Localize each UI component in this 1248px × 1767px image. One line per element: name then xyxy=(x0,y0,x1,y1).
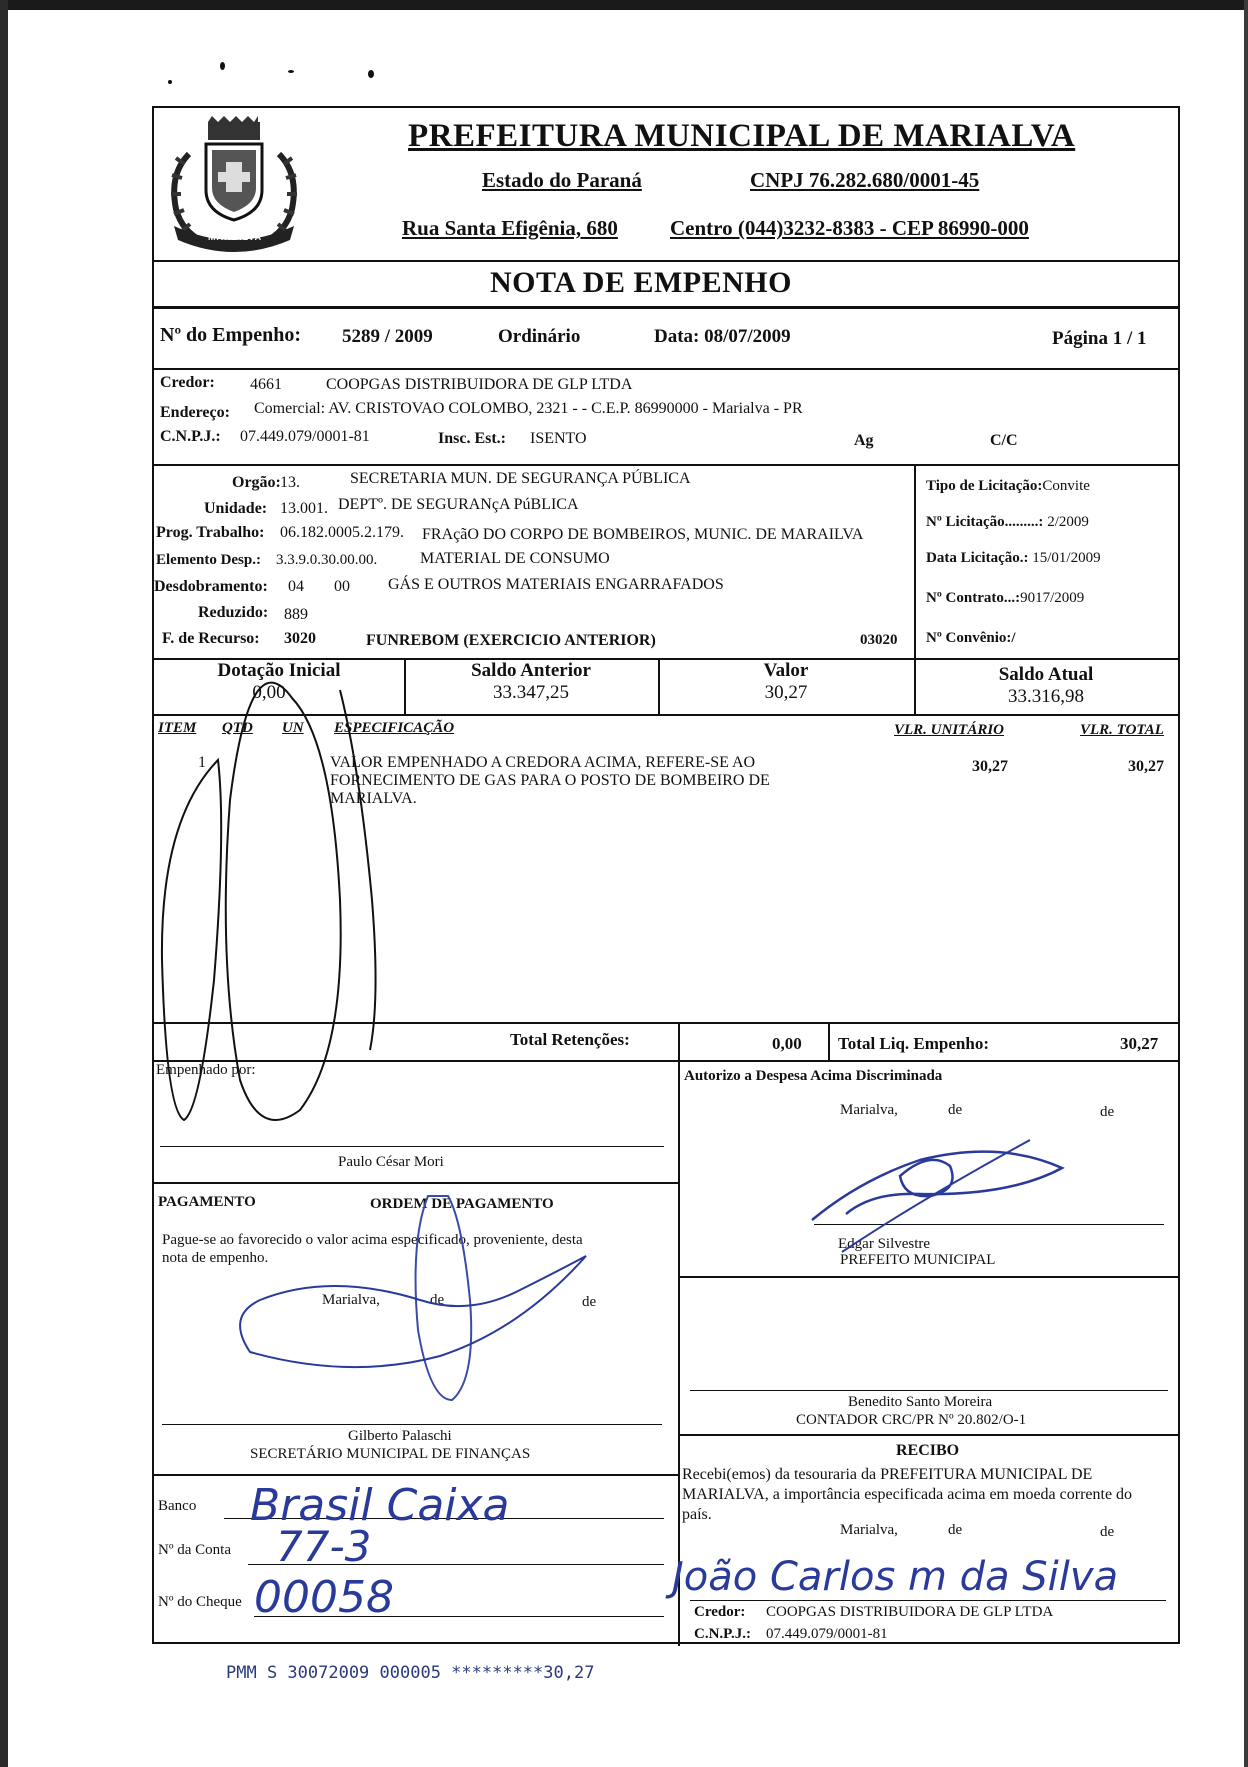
pagamento-text-line2: nota de empenho. xyxy=(162,1250,269,1266)
tipo-licitacao-value: Convite xyxy=(1042,478,1090,494)
recibo-signature: João Carlos m da Silva xyxy=(672,1554,1119,1600)
desdobramento-label: Desdobramento: xyxy=(154,578,268,595)
pagamento-place: Marialva, xyxy=(322,1292,380,1308)
prefeito-role: PREFEITO MUNICIPAL xyxy=(840,1252,996,1268)
contador-role: CONTADOR CRC/PR Nº 20.802/O-1 xyxy=(796,1412,1027,1428)
contrato-label: Nº Contrato...: xyxy=(926,590,1021,606)
banco-label: Banco xyxy=(158,1498,197,1514)
prefeitura-cnpj: CNPJ 76.282.680/0001-45 xyxy=(750,168,980,192)
conta-label: Nº da Conta xyxy=(158,1542,231,1558)
doc-title: NOTA DE EMPENHO xyxy=(490,266,792,299)
recibo-text-line1: Recebi(emos) da tesouraria da PREFEITURA MUNICIPAL DE xyxy=(682,1466,1093,1483)
banco-handwritten: Brasil Caixa xyxy=(250,1480,510,1531)
valor-label: Valor xyxy=(763,660,809,681)
item-desc-line2: FORNECIMENTO DE GAS PARA O POSTO DE BOMBEIRO DE xyxy=(330,772,770,789)
col-vlr-unitario: VLR. UNITÁRIO xyxy=(894,722,1005,738)
total-liquido-label: Total Liq. Empenho: xyxy=(838,1034,989,1053)
prefeitura-address: Rua Santa Efigênia, 680 xyxy=(402,216,618,240)
recurso-label: F. de Recurso: xyxy=(162,630,260,647)
saldo-anterior-label: Saldo Anterior xyxy=(471,660,591,681)
col-un: UN xyxy=(282,720,304,736)
empenhado-name: Paulo César Mori xyxy=(338,1154,444,1170)
credor-cnpj-label: C.N.P.J.: xyxy=(160,428,221,445)
autorizo-place: Marialva, xyxy=(840,1102,898,1118)
data-licitacao-label: Data Licitação.: xyxy=(926,550,1029,566)
prefeito-name: Edgar Silvestre xyxy=(838,1236,931,1252)
conta-corrente-label: C/C xyxy=(990,432,1018,449)
desdobramento-a: 04 xyxy=(288,578,304,595)
unidade-code: 13.001. xyxy=(280,500,328,517)
credor-label: Credor: xyxy=(160,374,215,391)
conta-handwritten: 77-3 xyxy=(276,1522,372,1571)
col-especificacao: ESPECIFICAÇÃO xyxy=(334,720,455,736)
reduzido-label: Reduzido: xyxy=(198,604,269,621)
insc-label: Insc. Est.: xyxy=(438,430,507,447)
credor-address: Comercial: AV. CRISTOVAO COLOMBO, 2321 - - C.E.P. 86990000 - Marialva - PR xyxy=(254,400,803,417)
numero-licitacao-label: Nº Licitação.........: xyxy=(926,514,1044,530)
contrato-value: 9017/2009 xyxy=(1020,590,1085,606)
saldo-atual-value: 33.316,98 xyxy=(1008,686,1084,707)
desdobramento-b: 00 xyxy=(334,578,350,595)
credor-name: COOPGAS DISTRIBUIDORA DE GLP LTDA xyxy=(326,376,633,393)
ordem-pagamento-label: ORDEM DE PAGAMENTO xyxy=(370,1196,554,1212)
elemento-code: 3.3.9.0.30.00.00. xyxy=(276,552,378,568)
page-number: Página 1 / 1 xyxy=(1052,328,1147,349)
recurso-desc: FUNREBOM (EXERCICIO ANTERIOR) xyxy=(366,632,656,649)
credor-cnpj: 07.449.079/0001-81 xyxy=(240,428,370,445)
cheque-label: Nº do Cheque xyxy=(158,1594,242,1610)
desdobramento-desc: GÁS E OUTROS MATERIAIS ENGARRAFADOS xyxy=(388,576,724,593)
unidade-label: Unidade: xyxy=(204,500,268,517)
recibo-de2: de xyxy=(1100,1524,1115,1540)
elemento-label: Elemento Desp.: xyxy=(156,552,261,568)
recibo-text-line2: MARIALVA, a importância especificada acima em moeda corrente do xyxy=(682,1486,1133,1503)
pagamento-text-line1: Pague-se ao favorecido o valor acima especificado, proveniente, desta xyxy=(162,1232,583,1248)
autorizo-label: Autorizo a Despesa Acima Discriminada xyxy=(684,1068,943,1084)
recurso-code-right: 03020 xyxy=(860,632,898,648)
recurso-code: 3020 xyxy=(284,630,316,647)
state-name: Estado do Paraná xyxy=(482,168,642,192)
saldo-anterior-value: 33.347,25 xyxy=(493,682,569,703)
empenhado-label: Empenhado por: xyxy=(156,1062,256,1078)
endereco-label: Endereço: xyxy=(160,404,230,421)
item-vlr-unitario: 30,27 xyxy=(972,758,1008,775)
item-number: 1 xyxy=(198,754,206,771)
unidade-desc: DEPTº. DE SEGURANçA PúBLICA xyxy=(338,496,579,513)
col-qtd: QTD xyxy=(222,720,253,736)
recibo-de1: de xyxy=(948,1522,963,1538)
empenho-date: Data: 08/07/2009 xyxy=(654,326,791,347)
autorizo-de1: de xyxy=(948,1102,963,1118)
secretario-role: SECRETÁRIO MUNICIPAL DE FINANÇAS xyxy=(250,1446,531,1462)
dotacao-inicial-value: 0,00 xyxy=(252,682,286,703)
total-liquido-value: 30,27 xyxy=(1120,1034,1159,1053)
item-desc-line1: VALOR EMPENHADO A CREDORA ACIMA, REFERE-SE AO xyxy=(330,754,756,771)
contador-name: Benedito Santo Moreira xyxy=(848,1394,993,1410)
credor-code: 4661 xyxy=(250,376,282,393)
cheque-handwritten: 00058 xyxy=(254,1572,394,1623)
empenho-type: Ordinário xyxy=(498,326,581,347)
prog-trabalho-desc: FRAçãO DO CORPO DE BOMBEIROS, MUNIC. DE MARAILVA xyxy=(422,526,864,543)
pagamento-label: PAGAMENTO xyxy=(158,1194,256,1210)
footer-code: PMM S 30072009 000005 *********30,27 xyxy=(226,1663,595,1683)
pagamento-de2: de xyxy=(582,1294,597,1310)
page-title: PREFEITURA MUNICIPAL DE MARIALVA xyxy=(408,118,1076,154)
coat-of-arms-ribbon: MARIALVA xyxy=(208,232,263,242)
orgao-label: Orgão: xyxy=(232,474,281,491)
orgao-code: 13. xyxy=(280,474,300,491)
secretario-name: Gilberto Palaschi xyxy=(348,1428,452,1444)
item-desc-line3: MARIALVA. xyxy=(330,790,417,807)
insc-value: ISENTO xyxy=(530,430,587,447)
agencia-label: Ag xyxy=(854,432,874,449)
col-item: ITEM xyxy=(158,720,197,736)
autorizo-de2: de xyxy=(1100,1104,1115,1120)
pagamento-de1: de xyxy=(430,1292,445,1308)
numero-licitacao-value: 2/2009 xyxy=(1047,514,1089,530)
total-retencoes-value: 0,00 xyxy=(772,1034,802,1053)
recibo-credor-label: Credor: xyxy=(694,1604,746,1620)
elemento-desc: MATERIAL DE CONSUMO xyxy=(420,550,610,567)
tipo-licitacao-label-text: Tipo de Licitação: xyxy=(926,478,1043,494)
convenio-label: Nº Convênio:/ xyxy=(926,630,1016,646)
reduzido-value: 889 xyxy=(284,606,308,623)
recibo-place: Marialva, xyxy=(840,1522,898,1538)
empenho-number: 5289 / 2009 xyxy=(342,326,433,347)
dotacao-inicial-label: Dotação Inicial xyxy=(217,660,341,681)
col-vlr-total: VLR. TOTAL xyxy=(1080,722,1164,738)
recibo-cnpj-label: C.N.P.J.: xyxy=(694,1626,751,1642)
data-licitacao-value: 15/01/2009 xyxy=(1032,550,1101,566)
total-retencoes-label: Total Retenções: xyxy=(510,1030,630,1049)
recibo-label: RECIBO xyxy=(896,1442,960,1459)
valor-value: 30,27 xyxy=(764,682,808,703)
item-vlr-total: 30,27 xyxy=(1128,758,1164,775)
saldo-atual-label: Saldo Atual xyxy=(998,664,1094,685)
prefeitura-contact: Centro (044)3232-8383 - CEP 86990-000 xyxy=(670,216,1029,240)
empenho-number-label: Nº do Empenho: xyxy=(160,324,302,346)
recibo-cnpj: 07.449.079/0001-81 xyxy=(766,1626,888,1642)
recibo-credor: COOPGAS DISTRIBUIDORA DE GLP LTDA xyxy=(766,1604,1054,1620)
recibo-text-line3: país. xyxy=(682,1506,712,1523)
prog-trabalho-label: Prog. Trabalho: xyxy=(156,524,265,541)
prog-trabalho-code: 06.182.0005.2.179. xyxy=(280,524,404,541)
orgao-desc: SECRETARIA MUN. DE SEGURANÇA PÚBLICA xyxy=(350,470,691,487)
